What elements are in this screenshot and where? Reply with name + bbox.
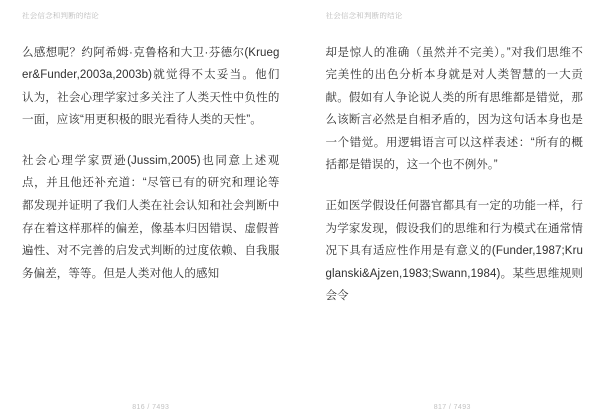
running-head-right: 社会信念和判断的结论 bbox=[325, 12, 403, 20]
paragraph: 社会心理学家贾逊(Jussim,2005)也同意上述观点，并且他还补充道：“尽管已有的研究和理论等都发现并证明了我们人类在社会认知和社会判断中存在着这样那样的偏差，像基本归因错误、虚假普遍性、对不完善的启发式判断的过度依赖、自我服务偏差，等等。但是人类对他人的感知 bbox=[22, 154, 280, 280]
paragraph: 么感想呢？约阿希姆·克鲁格和大卫·芬德尔(Krueger&Funder,2003a,2003b)就觉得不太妥当。他们认为，社会心理学家过多关注了人类天性中负性的一面，应该“用更积极的眼光看待人类的天性”。 bbox=[22, 46, 280, 127]
paragraph: 正如医学假设任何器官都具有一定的功能一样，行为学家发现，假设我们的思维和行为模式在通常情况下具有适应性作用是有意义的(Funder,1987;Kruglanski&Ajzen,1983;Swann,1984)。某些思维规则会令 bbox=[325, 200, 583, 303]
running-head-left: 社会信念和判断的结论 bbox=[22, 12, 99, 20]
paragraph: 却是惊人的准确（虽然并不完美）。”对我们思维不完美性的出色分析本身就是对人类智慧的一大贡献。假如有人争论说人类的所有思维都是错觉，那么该断言必然是自相矛盾的，因为这句话本身也是一个错觉。用逻辑语言可以这样表述：“所有的概括都是错误的，这一个也不例外。” bbox=[325, 46, 583, 172]
page-right[interactable] bbox=[302, 0, 603, 419]
page-number-right: 817 / 7493 bbox=[433, 404, 471, 411]
page-number-left: 816 / 7493 bbox=[132, 404, 170, 411]
